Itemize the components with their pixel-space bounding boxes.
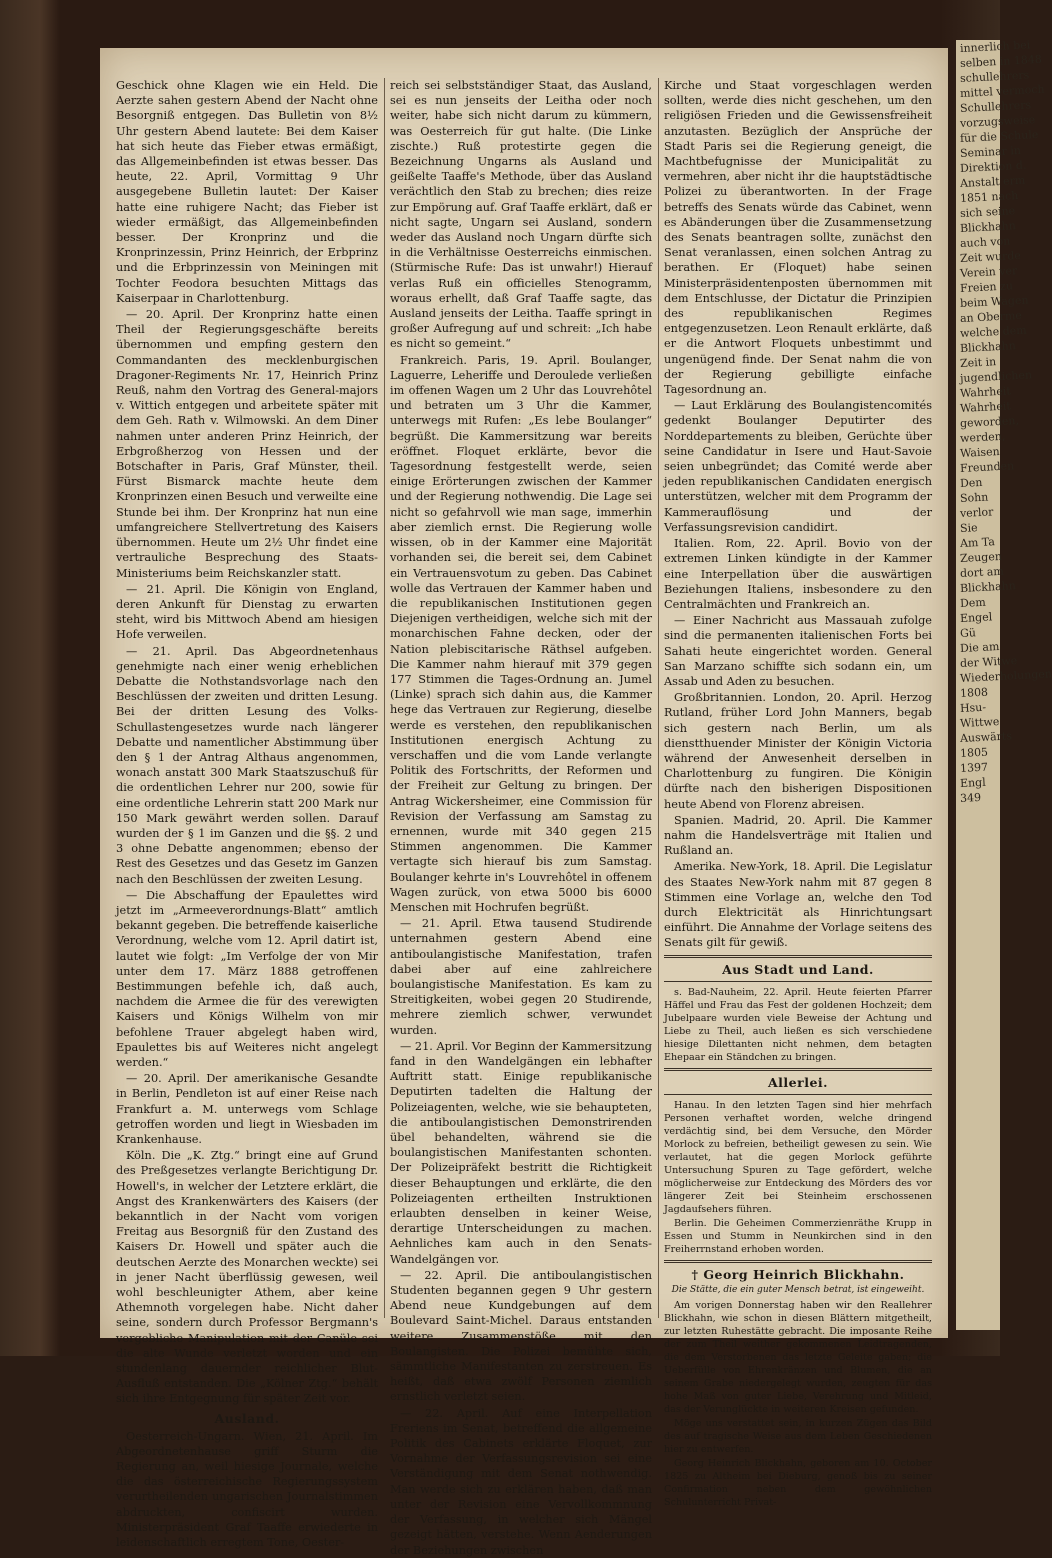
adjacent-page-text: an Oberme <box>959 308 1023 326</box>
adjacent-page-text: Engl <box>959 775 987 791</box>
section-divider <box>664 1068 932 1071</box>
adjacent-page-text: Blickhahn <box>959 339 1017 356</box>
article-paragraph: — 20. April. Der amerikanische Gesandte in Berlin, Pendleton ist auf einer Reise nach Frankfurt a. M. unterwegs vom Schlage getroffen worden und liegt in Wiesbaden im Krankenhause. <box>116 1072 378 1147</box>
adjacent-page-text: auch von <box>959 234 1011 251</box>
article-paragraph: Spanien. Madrid, 20. April. Die Kammer nahm die Handelsverträge mit Italien und Rußland an. <box>664 813 932 858</box>
adjacent-page-text: welche dem <box>959 323 1027 341</box>
newspaper-page <box>100 48 948 1557</box>
adjacent-page-text: Die am <box>959 639 1000 656</box>
adjacent-page-text: schullehrers <box>959 68 1030 86</box>
adjacent-page-text: Wittwe <box>959 714 1000 731</box>
article-paragraph: Frankreich. Paris, 19. April. Boulanger, Laguerre, Leheriffe und Deroulede verließen im offenen Wagen um 2 Uhr das Louvrehôtel und betraten um 3 Uhr die Kammer, unterwegs mit Rufen: „Es lebe Boulanger“ begrüßt. Die Kammersitzung war bereits eröffnet. Floquet erklärte, bevor die Tagesordnung festgestellt werde, seien einige Erörterungen zwischen der Kammer und der Regierung nothwendig. Die Lage sei nicht so gefahrvoll wie man sage, immerhin aber ziemlich ernst. Die Regierung wolle wissen, ob in der Kammer eine Majorität vorhanden sei, die bereit sei, dem Cabinet ein Vertrauensvotum zu geben. Das Cabinet wolle das Vertrauen der Kammer haben und die republikanischen Institutionen gegen Diejenigen vertheidigen, welche sich mit der monarchischen Fahne decken, oder der Nation plebiscitarische Räthsel aufgeben. Die Kammer nahm hierauf mit 379 gegen 177 Stimmen die Tages-Ordnung an. Jumel (Linke) sprach sich dahin aus, die Kammer hege das Vertrauen zur Regierung, dieselbe werde es verstehen, den republikanischen Institutionen energisch Achtung zu verschaffen und die vom Lande verlangte Politik des Fortschritts, der Reformen und der Freiheit zur Geltung zu bringen. Der Antrag Wickersheimer, eine Commission für Revision der Verfassung am Samstag zu ernennen, wurde mit 340 gegen 215 Stimmen angenommen. Die Kammer vertagte sich hierauf bis zum Samstag. Boulanger kehrte in's Louvrehôtel in offenem Wagen zurück, von etwa 5000 bis 6000 Menschen mit Hochrufen begrüßt. <box>390 353 652 914</box>
adjacent-page-text: Dem <box>959 595 987 611</box>
adjacent-page-text: mittel vermoch <box>959 82 1045 101</box>
adjacent-page-text: Verein ver <box>959 264 1018 281</box>
adjacent-page-text: 1397 <box>959 760 989 776</box>
column-middle <box>390 78 652 1557</box>
adjacent-page-text: sich seine <box>959 204 1016 221</box>
obituary-heading: † Georg Heinrich Blickhahn. <box>691 1266 905 1282</box>
obituary-section <box>664 1299 932 1509</box>
adjacent-page-text: 1805 <box>959 745 989 761</box>
adjacent-page-text: Anstalt erm <box>959 173 1026 191</box>
article-paragraph: Amerika. New-York, 18. April. Die Legislatur des Staates New-York nahm mit 87 gegen 8 Stimmen eine Vorlage an, welche den Tod durch Elektricität als Hinrichtungsart einführt. Die Annahme der Vorlage seitens des Senats gilt für gewiß. <box>664 860 932 950</box>
adjacent-page-edge <box>956 38 1052 1330</box>
adjacent-page-text: Zeit in <box>959 355 997 371</box>
article-paragraph: Möge uns verstattet sein, in kurzen Zügen das Bild des auf tragische Weise aus dem Leben Geschiedenen hier zu entwerfen. <box>664 1417 932 1455</box>
adjacent-page-text: Wahrheit <box>959 399 1012 416</box>
adjacent-page-text: Seminar in <box>959 143 1022 161</box>
article-paragraph: — Einer Nachricht aus Massauah zufolge sind die permanenten italienischen Forts bei Sahati heute eingerichtet worden. General San Marzano schiffte sich sodann ein, um Assab und Aden zu besuchen. <box>664 614 932 688</box>
section-divider <box>664 981 932 982</box>
section-divider <box>664 1260 932 1263</box>
adjacent-page-text: Blickhahn <box>959 579 1017 596</box>
article-paragraph: — 21. April. Vor Beginn der Kammersitzung fand in den Wandelgängen ein lebhafter Auftritt statt. Einige republikanische Deputirten tadelten die Haltung der Polizeiagenten, welche, wie sie behaupteten, die antiboulangistischen Demonstrirenden übel behandelten, während sie die boulangistischen Manifestanten schonten. Der Polizeipräfekt bestritt die Richtigkeit dieser Behauptungen und erklärte, die den Polizeiagenten ertheilten Instruktionen erlaubten denselben in keiner Weise, derartige Unterscheidungen zu machen. Aehnliches kam auch in den Senats-Wandelgängen vor. <box>390 1039 652 1266</box>
adjacent-page-text: Freunden <box>959 459 1015 476</box>
article-paragraph: Oesterreich-Ungarn. Wien, 21. April. Im Abgeordnetenhause griff Sturm die Regierung an, weil hiesige Journale, welche die das österreichische Regierungssystem verurtheilenden ungarischen Journalstimmen abdruckten, confiscirt wurden. Ministerpräsident Graf Taaffe erwiederte in leidenschaftlich erregtem Tone, Oester- <box>116 1429 378 1550</box>
column-left <box>116 78 378 1550</box>
column-right <box>664 78 932 1508</box>
adjacent-page-text: 1851 nach <box>959 188 1019 206</box>
article-paragraph: s. Bad-Nauheim, 22. April. Heute feierten Pfarrer Häffel und Frau das Fest der goldenen Hochzeit; dem Jubelpaare wurden viele Beweise der Achtung und Liebe zu Theil, auch ließen es sich verschiedene hiesige Dilettanten nicht nehmen, dem betagten Ehepaar ein Ständchen zu bringen. <box>664 986 932 1063</box>
obituary-epigraph: Die Stätte, die ein guter Mensch betrat, ist eingeweiht. <box>671 1284 925 1295</box>
adjacent-page-text: werden, <box>959 429 1006 446</box>
adjacent-page-text: Sohn <box>959 490 989 506</box>
article-paragraph: Berlin. Die Geheimen Commerzienräthe Krupp in Essen und Stumm in Neunkirchen sind in den Freiherrnstand erhoben worden. <box>664 1217 932 1255</box>
adjacent-page-text: 349 <box>959 790 982 806</box>
adjacent-page-text: Wiederholungen <box>959 667 1052 686</box>
article-paragraph: — Die Abschaffung der Epaulettes wird jetzt im „Armeeverordnungs-Blatt“ amtlich bekannt gegeben. Die betreffende kaiserliche Verordnung, welche vom 12. April datirt ist, lautet wie folgt: „Im Verfolge der von Mir unter dem 17. März 1888 getroffenen Bestimmungen befehle ich, daß auch, nachdem die Armee die für des verewigten Kaisers und Königs Wilhelm von mir befohlene Trauer abgelegt haben wird, Epaulettes bis auf Weiteres nicht angelegt werden.“ <box>116 888 378 1069</box>
article-paragraph: Hanau. In den letzten Tagen sind hier mehrfach Personen verhaftet worden, welche dringend verdächtig sind, bei dem Versuche, den Mörder Morlock zu befreien, betheiligt gewesen zu sein. Wie verlautet, hat die gegen Morlock geführte Untersuchung Spuren zu Tage gefördert, welche möglicherweise zur Entdeckung des Mörders des vor längerer Zeit bei Steinheim erschossenen Jagdaufsehers führen. <box>664 1099 932 1215</box>
article-paragraph: — 21. April. Etwa tausend Studirende unternahmen gestern Abend eine antiboulangistische Manifestation, trafen dabei aber auf eine zahlreichere boulangistische Manifestation. Es kam zu Streitigkeiten, wobei gegen 20 Studirende, mehrere ziemlich schwer, verwundet wurden. <box>390 917 652 1037</box>
article-paragraph: Italien. Rom, 22. April. Bovio von der extremen Linken kündigte in der Kammer eine Interpellation über die auswärtigen Beziehungen Italiens, insbesondere zu den Centralmächten und Frankreich an. <box>664 537 932 611</box>
article-paragraph: — 22. April. Auf eine Interpellation Freriens im Senat, betreffend die allgemeine Politik des Cabinets erklärte Floquet, zur Vornahme der Verfassungsrevision sei eine Verständigung mit dem Senat nothwendig. Man werde sich zu erklären haben, daß man unter der Revision eine Vervollkommnung der Verfassung, in welcher sich Mängel gezeigt hätten, verstehe. Wenn Aenderungen der Beziehungen zwischen <box>390 1406 652 1557</box>
article-paragraph: Geschick ohne Klagen wie ein Held. Die Aerzte sahen gestern Abend der Nacht ohne Besorgniß entgegen. Das Bulletin von 8½ Uhr gestern Abend lautete: Bei dem Kaiser hat sich heute das Fieber etwas ermäßigt, das Allgemeinbefinden ist etwas besser. Das heute, 22. April, Vormittag 9 Uhr ausgegebene Bulletin lautet: Der Kaiser hatte eine ruhigere Nacht; das Fieber ist wieder ermäßigt, das Allgemeinbefinden besser. Der Kronprinz und die Kronprinzessin, Prinz Heinrich, der Erbprinz und die Erbprinzessin von Meiningen mit Tochter Feodora besuchten Mittags das Kaiserpaar in Charlottenburg. <box>116 79 378 305</box>
column-rule <box>658 78 659 1318</box>
adjacent-page-text: Waisen <box>959 444 1000 461</box>
stadt-und-land-section <box>664 986 932 1064</box>
article-paragraph: reich sei selbstständiger Staat, das Ausland, sei es nun jenseits der Leitha oder noch weiter, habe sich nicht darum zu kümmern, was Oesterreich für gut halte. (Die Linke zischte.) Ruß protestirte gegen die Bezeichnung Ungarns als Ausland und geißelte Taaffe's Methode, über das Ausland verächtlich den Stab zu brechen; dies reize zur Empörung auf. Graf Taaffe erklärt, daß er nicht sagte, Ungarn sei Ausland, sondern weder das Ausland noch Ungarn dürfte sich in die Verhältnisse Oesterreichs einmischen. (Stürmische Rufe: Das ist unwahr!) Hierauf verlas Ruß ein officielles Stenogramm, woraus erhellt, daß Graf Taaffe sagte, das Ausland jenseits der Leitha. Taaffe springt in großer Aufregung auf und schreit: „Ich habe es nicht so gemeint.“ <box>390 79 652 351</box>
article-paragraph: Großbritannien. London, 20. April. Herzog Rutland, früher Lord John Manners, begab sich gestern nach Berlin, um als dienstthuender Minister der Königin Victoria während der Anwesenheit derselben in Charlottenburg zu fungiren. Die Königin dürfte nach den bisherigen Dispositionen heute Abend von Florenz abreisen. <box>664 691 932 811</box>
adjacent-page-text: Sie <box>959 521 978 536</box>
adjacent-page-text: Engel <box>959 610 993 626</box>
adjacent-page-text: Wahrheit <box>959 384 1012 401</box>
adjacent-page-text: dort am <box>959 564 1005 581</box>
article-paragraph: — 21. April. Die Königin von England, deren Ankunft für Dienstag zu erwarten steht, wird bis Mittwoch Abend am hiesigen Hofe verweilen. <box>116 582 378 642</box>
section-divider <box>664 1094 932 1095</box>
adjacent-page-text: selben in 1848 <box>959 52 1043 71</box>
adjacent-page-text: Blickhahn <box>959 219 1017 236</box>
adjacent-page-text: jugendlichen <box>959 368 1033 386</box>
adjacent-page-text: beim Wagen <box>959 293 1029 311</box>
adjacent-page-text: für die Schule <box>959 127 1039 146</box>
adjacent-page-text: Am Ta <box>959 535 996 551</box>
adjacent-page-text: Zeit wurde <box>959 248 1022 266</box>
adjacent-page-text: Schullehrers <box>959 98 1032 116</box>
section-heading-allerlei: Allerlei. <box>767 1074 829 1090</box>
adjacent-page-text: innerlich bei <box>959 38 1031 56</box>
section-divider <box>664 955 932 958</box>
adjacent-page-text: der Witwe <box>959 654 1018 671</box>
section-heading-ausland: Ausland. <box>214 1410 280 1426</box>
article-paragraph: Köln. Die „K. Ztg.“ bringt eine auf Grund des Preßgesetzes verlangte Berichtigung Dr. Howell's, in welcher der Letztere erklärt, die Angst des Krankenwärters des Kaisers (der bekanntlich in der Nacht vom vorigen Freitag aus Besorgniß für den Zustand des Kaisers Dr. Howell und später auch die deutschen Aerzte des Monarchen weckte) sei in jener Nacht überflüssig gewesen, weil wohl beschleunigter Athem, aber keine Athemnoth vorgelegen habe. Nicht daher seine, sondern durch Professor Bergmann's vergebliche Manipulation mit der Canüle sei die alte Wunde verletzt worden und ein stundenlang dauernder reichlicher Blut-Ausfluß entstanden. Die „Kölner Ztg.“ behält sich ihre Entgegnung für später Zeit vor. <box>116 1149 378 1406</box>
article-paragraph: Kirche und Staat vorgeschlagen werden sollten, werde dies nicht geschehen, um den religiösen Frieden und die Gewissensfreiheit anzutasten. Bezüglich der Ansprüche der Stadt Paris sei die Regierung geneigt, die Machtbefugnisse der Municipalität zu vermehren, aber nicht ihr die hauptstädtische Polizei zu überantworten. In der Frage betreffs des Senats würde das Cabinet, wenn es Abänderungen über die Zusammensetzung des Senats beantragen sollte, zunächst den Senat veranlassen, einen solchen Antrag zu berathen. Er (Floquet) habe seinen Ministerpräsidentenposten übernommen mit dem Entschlusse, der Dictatur die Prinzipien des republikanischen Regimes entgegenzusetzen. Leon Renault erklärte, daß er die Antwort Floquets unbestimmt und ungenügend finde. Der Senat nahm die von der Regierung gebilligte einfache Tagesordnung an. <box>664 79 932 397</box>
adjacent-page-text: Freien zu <box>959 279 1014 296</box>
adjacent-page-text: Direktion d. <box>959 158 1027 176</box>
adjacent-page-text: Den <box>959 475 983 491</box>
article-paragraph: — Laut Erklärung des Boulangistencomités gedenkt Boulanger Deputirter des Norddepartements zu bleiben, Gerüchte über seine Candidatur in Isere und Haut-Savoie seien unbegründet; das Comité werde aber jeden republikanischen Candidaten energisch unterstützen, welcher mit dem Programm der Kammerauflösung und der Verfassungsrevision candidirt. <box>664 399 932 534</box>
adjacent-page-text: geworden, <box>959 413 1020 431</box>
allerlei-section <box>664 1099 932 1256</box>
adjacent-page-text: vorzugsweise <box>959 113 1036 131</box>
adjacent-page-text: Auswärts <box>959 729 1013 746</box>
article-paragraph: Am vorigen Donnerstag haben wir den Reallehrer Blickhahn, wie schon in diesen Blättern mitgetheilt, zur letzten Ruhestätte gebracht. Die imposante Reihe der zum Theil weither gekommenen Leidtragenden, die dem Verstorbenen das letzte Geleite gaben; die Ueberfülle von Ehrenkränzen und Blumen, die an seinem Grabe niedergelegt wurden, zeugten für das hohe Maß von guter Liebe, Verehrung und Mitleid, das der Verunglückte in weiteren Kreisen gefunden. <box>664 1299 932 1415</box>
adjacent-page-text: 1808 <box>959 685 989 701</box>
column-rule <box>384 78 385 1318</box>
article-paragraph: — 21. April. Das Abgeordnetenhaus genehmigte nach einer wenig erheblichen Debatte die Nothstandsvorlage nach den Beschlüssen der zweiten und dritten Lesung. Bei der dritten Lesung des Volks-Schullastengesetzes wurde nach längerer Debatte und namentlicher Abstimmung über den § 1 der Antrag Althaus angenommen, wonach anstatt 300 Mark Staatszuschuß für die ordentlichen Lehrer nur 200, sowie für eine ordentliche Lehrerin statt 200 Mark nur 150 Mark gewährt werden sollen. Darauf wurden der § 1 im Ganzen und die §§. 2 und 3 ohne Debatte angenommen; ebenso der Rest des Gesetzes und das Gesetz im Ganzen nach den Beschlüssen der zweiten Lesung. <box>116 644 378 886</box>
adjacent-page-text: verlor <box>959 505 994 521</box>
article-paragraph: — 20. April. Der Kronprinz hatte einen Theil der Regierungsgeschäfte bereits übernommen und empfing gestern den Commandanten des mecklenburgischen Dragoner-Regiments Nr. 17, Heinrich Prinz Reuß, nahm den Vortrag des General-majors v. Wittich entgegen und arbeitete später mit dem Geh. Rath v. Wilmowski. An dem Diner nahmen unter anderen Prinz Heinrich, der Erbgroßherzog von Hessen und der Botschafter in Paris, Graf Münster, theil. Fürst Bismarck machte heute dem Kronprinzen einen Besuch und verweilte eine Stunde bei ihm. Der Kronprinz hat nun eine umfangreichere Stellvertretung des Kaisers übernommen. Heute um 2½ Uhr findet eine vertrauliche Besprechung des Staats-Ministeriums beim Reichskanzler statt. <box>116 308 378 580</box>
adjacent-page-text: Hsu- <box>959 700 987 716</box>
adjacent-page-text: Gü <box>959 626 977 641</box>
section-heading-stadt-und-land: Aus Stadt und Land. <box>722 961 874 977</box>
article-paragraph: Georg Heinrich Blickhahn, geboren am 10. October 1825 zu Altheim bei Dieburg, genoß bis zu seiner Confirmation neben dem gewöhnlichen Schulunterricht Privat- <box>664 1457 932 1508</box>
article-paragraph: — 22. April. Die antiboulangistischen Studenten begannen gegen 9 Uhr gestern Abend neue Kundgebungen auf dem Boulevard Saint-Michel. Daraus entstanden weitere Zusammenstöße mit den Boulangisten. Die Polizei bemühte sich, sämmtliche Manifestanten zu zerstreuen. Es heißt, daß etwa zwölf Personen ziemlich ernstlich verletzt seien. <box>390 1268 652 1404</box>
adjacent-page-text: Zeugen <box>959 549 1003 566</box>
